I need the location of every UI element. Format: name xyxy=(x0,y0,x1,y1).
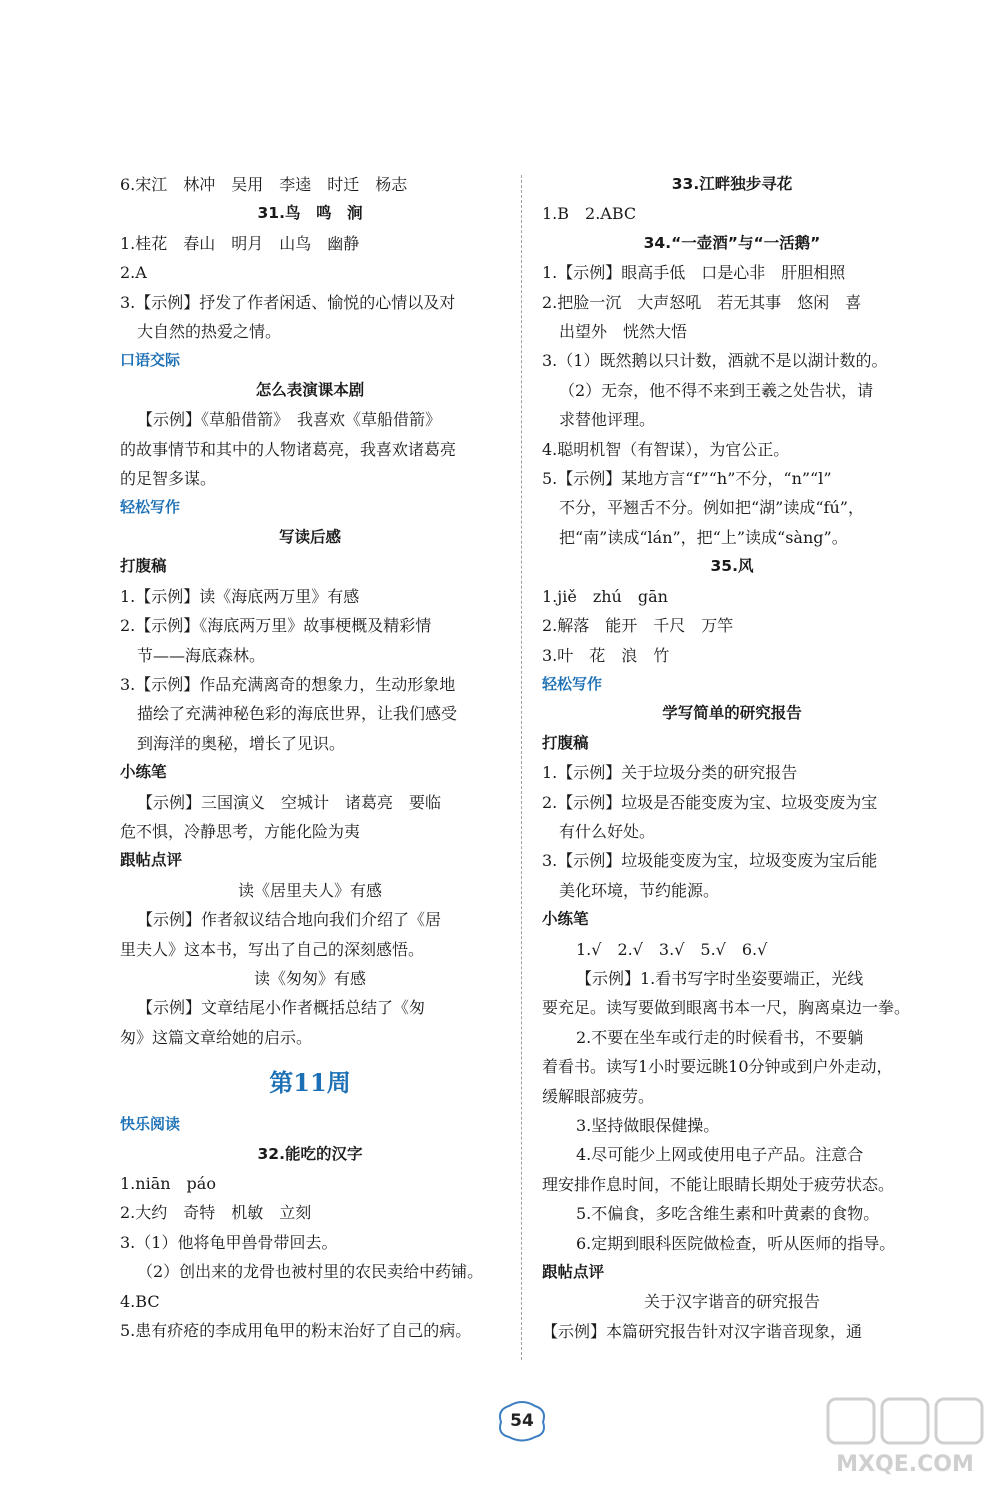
left-line-33: 1.niān páo xyxy=(120,1174,216,1193)
left-line-27: 读《匆匆》有感 xyxy=(253,968,366,988)
left-line-6: 口语交际 xyxy=(120,351,181,370)
watermark-logo-icon xyxy=(820,1395,990,1480)
left-line-21: 【示例】三国演义 空城计 诸葛亮 要临 xyxy=(137,792,442,812)
left-line-3: 2.A xyxy=(120,263,147,283)
right-line-31: 缓解眼部疲劳。 xyxy=(542,1086,655,1106)
right-line-6: 3.（1）既然鹅以只计数，酒就不是以湖计数的。 xyxy=(542,351,888,371)
right-line-18: 学写简单的研究报告 xyxy=(662,704,802,723)
right-line-10: 5.【示例】某地方言“f”“h”不分，“n”“l” xyxy=(542,469,832,489)
left-line-13: 打腹稿 xyxy=(120,557,167,576)
left-line-38: 5.患有疥疮的李成用龟甲的粉末治好了自己的病。 xyxy=(120,1321,472,1341)
right-line-38: 关于汉字谐音的研究报告 xyxy=(643,1292,820,1312)
right-line-37: 跟帖点评 xyxy=(542,1263,605,1282)
right-line-7: （2）无奈，他不得不来到王羲之处告状，请 xyxy=(559,380,874,400)
right-line-35: 5.不偏食，多吃含维生素和叶黄素的食物。 xyxy=(576,1204,880,1224)
left-line-20: 小练笔 xyxy=(120,763,167,782)
right-line-2: 34.“一壶酒”与“一活鹅” xyxy=(643,233,821,252)
left-line-18: 描绘了充满神秘色彩的海底世界，让我们感受 xyxy=(137,704,458,724)
right-line-34: 理安排作息时间，不能让眼睛长期处于疲劳状态。 xyxy=(542,1174,895,1194)
left-line-0: 6.宋江 林冲 吴用 李逵 时迁 杨志 xyxy=(120,175,408,194)
right-line-30: 着看书。读写1小时要远眺10分钟或到户外走动， xyxy=(542,1057,893,1077)
left-line-31: 快乐阅读 xyxy=(120,1115,181,1134)
left-line-37: 4.BC xyxy=(120,1291,160,1311)
right-line-16: 3.叶 花 浪 竹 xyxy=(542,645,670,665)
right-line-21: 2.【示例】垃圾是否能变废为宝、垃圾变废为宝 xyxy=(542,792,878,812)
right-line-1: 1.B 2.ABC xyxy=(542,204,637,224)
right-line-17: 轻松写作 xyxy=(542,674,603,693)
right-line-39: 【示例】本篇研究报告针对汉字谐音现象，通 xyxy=(542,1321,863,1341)
right-column xyxy=(542,170,922,1346)
left-line-11: 轻松写作 xyxy=(120,498,181,517)
left-line-2: 1.桂花 春山 明月 山鸟 幽静 xyxy=(120,233,360,253)
left-line-34: 2.大约 奇特 机敏 立刻 xyxy=(120,1203,312,1223)
right-line-25: 小练笔 xyxy=(542,910,589,929)
left-line-26: 里夫人》这本书，写出了自己的深刻感悟。 xyxy=(120,939,425,959)
right-line-27: 【示例】1.看书写字时坐姿要端正，光线 xyxy=(576,968,864,988)
right-line-32: 3.坚持做眼保健操。 xyxy=(576,1116,720,1135)
column-divider xyxy=(521,175,522,1360)
svg-text:MXQE.COM: MXQE.COM xyxy=(836,1452,974,1477)
left-line-29: 匆》这篇文章给她的启示。 xyxy=(120,1027,313,1047)
left-line-32: 32.能吃的汉字 xyxy=(257,1144,363,1163)
left-line-22: 危不惧，冷静思考，方能化险为夷 xyxy=(120,821,361,841)
right-line-8: 求替他评理。 xyxy=(559,410,656,430)
page-number-text: 54 xyxy=(510,1411,534,1431)
right-line-9: 4.聪明机智（有智谋），为官公正。 xyxy=(542,439,790,459)
left-line-4: 3.【示例】抒发了作者闲适、愉悦的心情以及对 xyxy=(120,292,456,312)
right-line-11: 不分，平翘舌不分。例如把“湖”读成“fú”， xyxy=(559,498,864,518)
left-line-8: 【示例】《草船借箭》 我喜欢《草船借箭》 xyxy=(137,410,442,430)
left-line-1: 31.鸟 鸣 涧 xyxy=(257,204,363,223)
left-line-30: 第11周 xyxy=(269,1068,351,1098)
right-line-29: 2.不要在坐车或行走的时候看书，不要躺 xyxy=(576,1027,864,1047)
right-line-14: 1.jiě zhú gān xyxy=(542,586,668,606)
left-line-35: 3.（1）他将龟甲兽骨带回去。 xyxy=(120,1232,338,1252)
right-line-15: 2.解落 能开 千尺 万竿 xyxy=(542,616,734,636)
right-line-22: 有什么好处。 xyxy=(559,821,656,841)
right-line-28: 要充足。读写要做到眼离书本一尺，胸离桌边一拳。 xyxy=(542,998,911,1018)
left-line-23: 跟帖点评 xyxy=(120,851,183,870)
right-line-23: 3.【示例】垃圾能变废为宝，垃圾变废为宝后能 xyxy=(542,851,878,871)
left-line-10: 的足智多谋。 xyxy=(120,469,217,489)
right-line-24: 美化环境，节约能源。 xyxy=(559,880,720,900)
left-line-15: 2.【示例】《海底两万里》故事梗概及精彩情 xyxy=(120,616,432,636)
right-line-20: 1.【示例】关于垃圾分类的研究报告 xyxy=(542,763,798,783)
left-line-16: 节——海底森林。 xyxy=(137,645,266,665)
left-line-17: 3.【示例】作品充满离奇的想象力，生动形象地 xyxy=(120,674,456,694)
right-line-33: 4.尽可能少上网或使用电子产品。注意合 xyxy=(576,1145,864,1165)
page-number xyxy=(497,1400,547,1442)
left-line-14: 1.【示例】读《海底两万里》有感 xyxy=(120,586,360,606)
left-line-5: 大自然的热爱之情。 xyxy=(137,322,282,342)
right-line-0: 33.江畔独步寻花 xyxy=(671,175,793,193)
right-line-13: 35.风 xyxy=(710,557,754,576)
left-line-36: （2）创出来的龙骨也被村里的农民卖给中药铺。 xyxy=(137,1262,484,1282)
left-line-19: 到海洋的奥秘，增长了见识。 xyxy=(137,733,346,753)
right-line-12: 把“南”读成“lán”，把“上”读成“sàng”。 xyxy=(559,527,848,547)
left-line-24: 读《居里夫人》有感 xyxy=(237,880,382,900)
right-line-36: 6.定期到眼科医院做检查，听从医师的指导。 xyxy=(576,1233,896,1253)
left-line-7: 怎么表演课本剧 xyxy=(255,380,365,399)
left-line-9: 的故事情节和其中的人物诸葛亮，我喜欢诸葛亮 xyxy=(120,439,457,459)
left-column xyxy=(120,170,500,1345)
left-line-12: 写读后感 xyxy=(278,527,341,546)
right-line-19: 打腹稿 xyxy=(542,733,589,752)
right-line-5: 出望外 恍然大悟 xyxy=(559,322,688,342)
right-line-26: 1.√ 2.√ 3.√ 5.√ 6.√ xyxy=(576,939,768,959)
left-line-28: 【示例】文章结尾小作者概括总结了《匆 xyxy=(137,998,426,1018)
right-line-4: 2.把脸一沉 大声怒吼 若无其事 悠闲 喜 xyxy=(542,292,862,312)
left-line-25: 【示例】作者叙议结合地向我们介绍了《居 xyxy=(137,910,442,930)
right-line-3: 1.【示例】眼高手低 口是心非 肝胆相照 xyxy=(542,263,846,283)
